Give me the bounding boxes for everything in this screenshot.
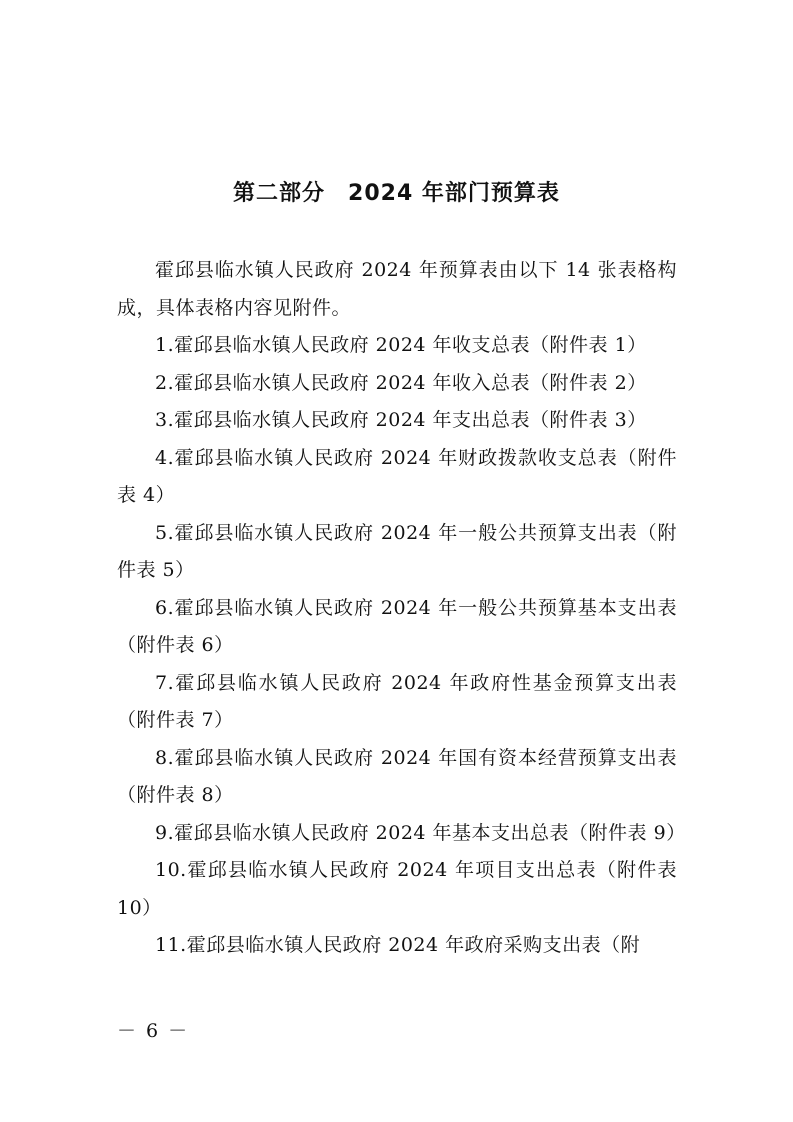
- list-item: 3.霍邱县临水镇人民政府 2024 年支出总表（附件表 3）: [155, 409, 647, 431]
- list-item: 7.霍邱县临水镇人民政府 2024 年政府性基金预算支出表（附件表 7）: [117, 671, 677, 731]
- body-text: [117, 252, 686, 965]
- list-item: 9.霍邱县临水镇人民政府 2024 年基本支出总表（附件表 9）: [155, 821, 686, 844]
- list-item: 4.霍邱县临水镇人民政府 2024 年财政拨款收支总表（附件表 4）: [117, 446, 677, 506]
- list-item: 10.霍邱县临水镇人民政府 2024 年项目支出总表（附件表 10）: [117, 859, 677, 919]
- section-title: 第二部分 2024 年部门预算表: [233, 181, 560, 206]
- list-item: 1.霍邱县临水镇人民政府 2024 年收支总表（附件表 1）: [155, 334, 647, 356]
- list-item: 8.霍邱县临水镇人民政府 2024 年国有资本经营预算支出表（附件表 8）: [117, 746, 677, 806]
- list-item: 5.霍邱县临水镇人民政府 2024 年一般公共预算支出表（附件表 5）: [117, 521, 677, 581]
- list-item: 11.霍邱县临水镇人民政府 2024 年政府采购支出表（附: [155, 934, 641, 956]
- page-number: － 6 －: [117, 1020, 190, 1042]
- list-item: 2.霍邱县临水镇人民政府 2024 年收入总表（附件表 2）: [155, 371, 647, 394]
- list-item: 6.霍邱县临水镇人民政府 2024 年一般公共预算基本支出表（附件表 6）: [117, 596, 677, 656]
- intro-paragraph: 霍邱县临水镇人民政府 2024 年预算表由以下 14 张表格构成，具体表格内容见附件。: [117, 259, 677, 319]
